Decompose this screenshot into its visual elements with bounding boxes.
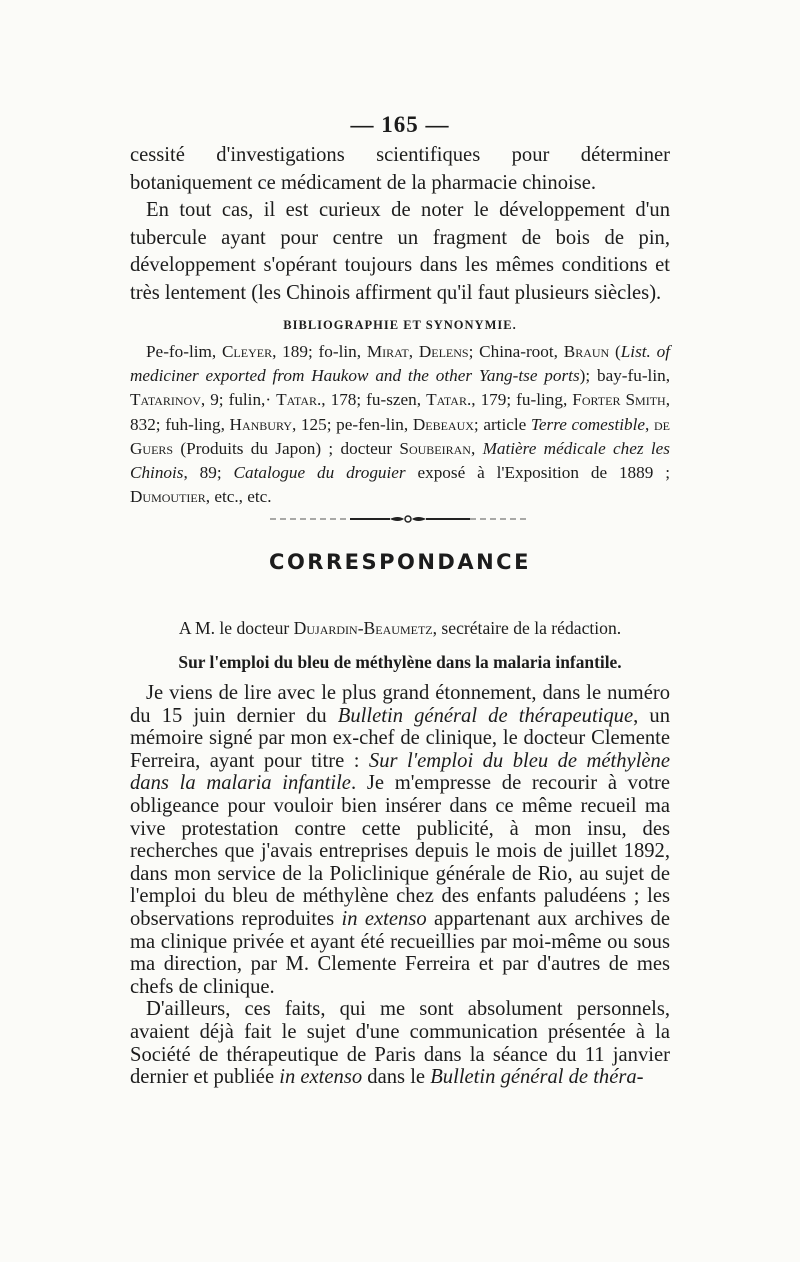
address-name: Dujardin-Beaumetz: [293, 618, 433, 638]
bib-author: Soubeiran: [399, 438, 471, 458]
letter-text: Je viens de lire avec le plus grand étonnement, dans le numéro du 15 juin dernier du: [130, 682, 670, 727]
address-suffix: , secrétaire de la rédaction.: [432, 618, 622, 638]
bib-text: , 89;: [183, 463, 234, 483]
bib-text: , 189; fo-lin,: [272, 342, 367, 361]
bib-text: (: [609, 342, 621, 361]
intro-paragraph-2: En tout cas, il est curieux de noter le développement d'un tubercule ayant pour centre un fragment de bois de pin, développement s'opérant toujours dans les mêmes conditions et très lentement (les Chinois affirment qu'il faut plusieurs siècles).: [130, 199, 670, 304]
letter-address: [0, 618, 800, 639]
bib-text: , 179; fu-ling,: [471, 390, 573, 410]
bib-author: Forter Smith: [572, 390, 666, 410]
page-number: — 165 —: [350, 112, 450, 137]
bib-text: Pe-fo-lim,: [146, 342, 222, 361]
bib-author: Tatar.: [276, 390, 322, 410]
bib-title: List. of mediciner exported from Haukow and the other Yang-tse ports: [130, 342, 670, 386]
ornamental-divider: [270, 512, 530, 526]
bib-text: ,: [645, 414, 654, 434]
bib-author: Delens: [418, 342, 469, 361]
letter-body: [130, 682, 670, 1089]
letter-paragraph-1: [130, 682, 670, 998]
bib-author: Hanbury: [229, 414, 292, 434]
bib-text: ); bay-fu-lin,: [579, 366, 670, 386]
bib-text: exposé à l'Exposition de 1889 ;: [405, 463, 670, 483]
bib-text: ; China-root,: [468, 342, 564, 361]
letter-text: . Je m'empresse de recourir à votre obligeance pour vouloir bien insérer dans ce même recueil ma vive protestation contre cette publicité, à mon insu, des recherches que j'avais entreprises depuis le mois de juillet 1892, dans mon service de la Policlinique générale de Rio, au sujet de l'emploi du bleu de méthylène chez des enfants paludéens ; les observations reproduites: [130, 772, 670, 930]
bib-text: (Produits du Japon) ; docteur: [173, 438, 400, 458]
intro-text: [130, 142, 670, 307]
letter-text: appartenant aux archives de ma clinique privée et ayant été recueillies par moi-même ou sous ma direction, par M. Clemente Ferreira et par d'autres de mes chefs de clinique.: [130, 907, 670, 998]
bib-title: Terre comestible: [530, 414, 646, 434]
letter-text: , un mémoire signé par mon ex-chef de clinique, le docteur Clemente Ferreira, ayant pour titre :: [130, 704, 670, 772]
latin-phrase: in extenso: [341, 907, 427, 930]
bib-author: Debeaux: [412, 414, 474, 434]
bib-author: Braun: [563, 342, 610, 361]
bib-title: Matière médicale chez les Chinois: [130, 438, 670, 483]
bib-author: Cleyer: [221, 342, 273, 361]
bib-text: , 125; pe-fen-lin,: [291, 414, 413, 434]
bibliography-heading: BIBLIOGRAPHIE ET SYNONYMIE.: [283, 318, 517, 332]
bib-text: ,: [470, 438, 483, 458]
bib-text: ,: [408, 342, 419, 361]
bib-title: Catalogue du droguier: [233, 463, 406, 483]
latin-phrase: in extenso: [279, 1066, 363, 1089]
letter-paragraph-2: [130, 998, 670, 1088]
section-title: CORRESPONDANCE: [269, 550, 531, 574]
journal-title: Bulletin général de théra-: [430, 1066, 644, 1089]
bib-author: de Guers: [130, 414, 670, 458]
bib-text: , 178; fu-szen,: [321, 390, 427, 410]
bib-text: , etc., etc.: [205, 487, 272, 507]
article-title: Sur l'emploi du bleu de méthylène dans la malaria infantile: [130, 749, 670, 795]
bib-text: , 9; fulin,·: [200, 390, 277, 410]
bibliography-paragraph: [130, 340, 670, 509]
bib-author: Tatar.: [426, 390, 472, 410]
bib-author: Mirat: [366, 342, 409, 361]
bib-author: Tatarinov: [130, 390, 201, 410]
bib-text: ; article: [473, 414, 531, 434]
intro-paragraph-1: cessité d'investigations scientifiques pour déterminer botaniquement ce médicament de la pharmacie chinoise.: [130, 144, 670, 194]
bib-text: , 832; fuh-ling,: [130, 390, 670, 434]
address-prefix: A M. le docteur: [178, 618, 294, 638]
journal-title: Bulletin général de thérapeutique: [337, 704, 634, 727]
letter-subject: Sur l'emploi du bleu de méthylène dans la malaria infantile.: [178, 652, 622, 672]
bib-author: Dumoutier: [130, 487, 206, 507]
letter-text: D'ailleurs, ces faits, qui me sont absolument personnels, avaient déjà fait le sujet d'une communication présentée à la Société de thérapeutique de Paris dans la séance du 11 janvier dernier et publiée: [130, 998, 670, 1089]
letter-text: dans le: [362, 1066, 431, 1089]
bibliography-text: [130, 340, 670, 509]
